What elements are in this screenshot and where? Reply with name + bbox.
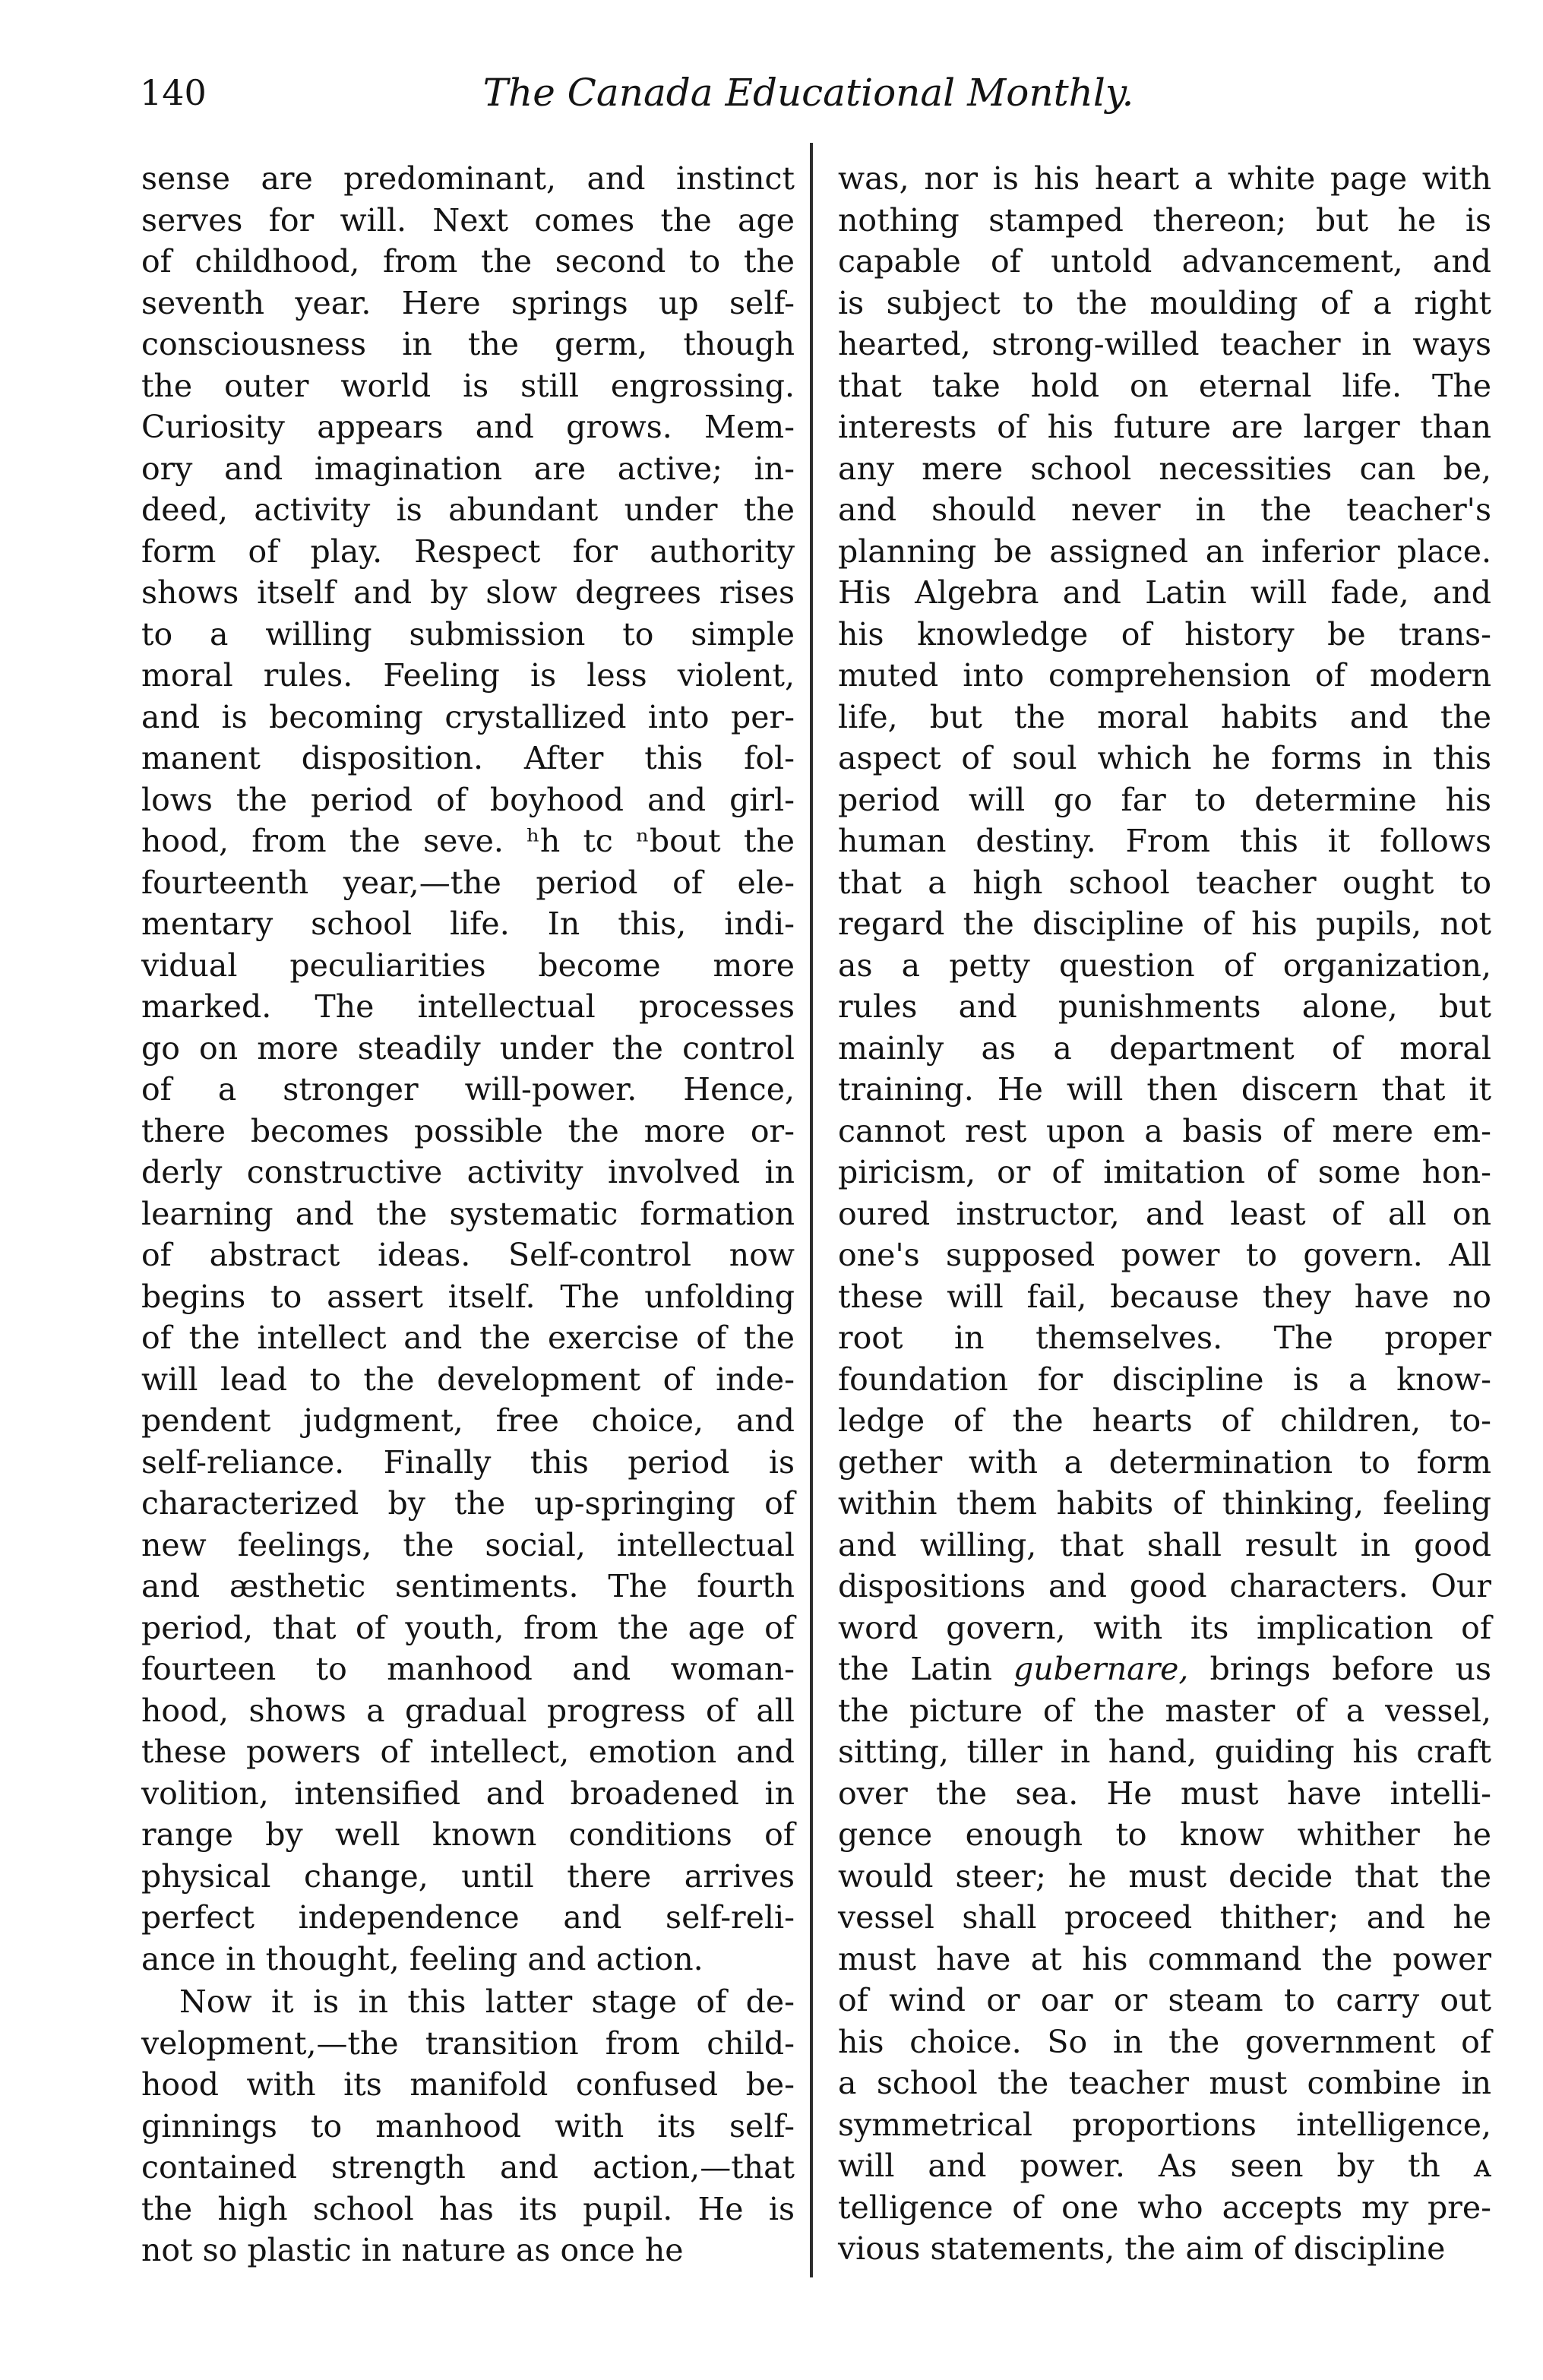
text-line: his choice. So in the government of <box>838 2023 1491 2060</box>
text-line: the picture of the master of a vessel, <box>838 1692 1491 1729</box>
text-line: root in themselves. The proper <box>838 1320 1491 1356</box>
text-line: must have at his command the power <box>838 1940 1491 1977</box>
text-line: these powers of intellect, emotion and <box>141 1734 795 1770</box>
text-line: moral rules. Feeling is less violent, <box>141 657 795 694</box>
text-line: is subject to the moulding of a right <box>838 284 1491 321</box>
page-number: 140 <box>140 72 207 113</box>
text-line: capable of untold advancement, and <box>838 243 1491 280</box>
text-line: hood, shows a gradual progress of all <box>141 1692 795 1729</box>
text-line: a school the teacher must combine in <box>838 2065 1491 2101</box>
text-line: will and power. As seen by th ᴀ <box>838 2148 1491 2184</box>
text-line: hood with its manifold confused be- <box>141 2066 795 2103</box>
text-line: dispositions and good characters. Our <box>838 1568 1491 1604</box>
text-line: the high school has its pupil. He is <box>141 2190 795 2227</box>
text-line: mainly as a department of moral <box>838 1029 1491 1067</box>
text-line: sitting, tiller in hand, guiding his craft <box>838 1734 1491 1770</box>
text-line: telligence of one who accepts my pre- <box>838 2189 1491 2226</box>
text-line: period will go far to determine his <box>838 781 1491 818</box>
text-line: that take hold on eternal life. The <box>838 367 1491 404</box>
text-line: nothing stamped thereon; but he is <box>838 201 1491 239</box>
text-line: marked. The intellectual processes <box>141 988 795 1025</box>
page-header <box>140 62 1477 123</box>
running-title: The Canada Educational Monthly. <box>482 71 1134 115</box>
text-line: one's supposed power to govern. All <box>838 1237 1491 1273</box>
text-line: vious statements, the aim of discipline <box>838 2230 1446 2267</box>
text-line: piricism, or of imitation of some hon- <box>838 1154 1491 1190</box>
text-line: muted into comprehension of modern <box>838 657 1491 694</box>
text-line: new feelings, the social, intellectual <box>141 1526 795 1563</box>
text-line: the Latin gubernare, brings before us <box>838 1651 1491 1687</box>
text-line: period, that of youth, from the age of <box>141 1609 795 1646</box>
text-line: not so plastic in nature as once he <box>141 2232 684 2268</box>
text-line: Curiosity appears and grows. Mem- <box>141 409 795 445</box>
text-line: to a willing submission to simple <box>141 615 795 653</box>
italic-term: gubernare, <box>1013 1651 1189 1687</box>
text-line: of the intellect and the exercise of the <box>141 1320 795 1356</box>
text-line: Now it is in this latter stage of de- <box>179 1983 795 2020</box>
text-line: foundation for discipline is a know- <box>838 1361 1491 1398</box>
text-line: sense are predominant, and instinct <box>141 160 795 197</box>
text-line: pendent judgment, free choice, and <box>141 1402 795 1439</box>
text-line: within them habits of thinking, feeling <box>838 1485 1491 1522</box>
text-line: interests of his future are larger than <box>838 409 1491 445</box>
text-line: oured instructor, and least of all on <box>838 1195 1491 1232</box>
text-line: ance in thought, feeling and action. <box>141 1940 704 1977</box>
text-line: planning be assigned an inferior place. <box>838 533 1491 570</box>
text-line: the outer world is still engrossing. <box>141 367 795 404</box>
text-line: ory and imagination are active; in- <box>141 450 795 487</box>
text-line: life, but the moral habits and the <box>838 698 1491 735</box>
text-line: regard the discipline of his pupils, not <box>838 906 1491 942</box>
text-line: as a petty question of organization, <box>838 947 1491 984</box>
text-line: begins to assert itself. The unfolding <box>141 1278 795 1315</box>
right-text-column <box>838 158 1491 2270</box>
text-line: vidual peculiarities become more <box>141 947 795 984</box>
text-line: training. He will then discern that it <box>838 1071 1491 1108</box>
text-line: of abstract ideas. Self-control now <box>141 1237 795 1273</box>
text-line: would steer; he must decide that the <box>838 1857 1491 1895</box>
text-line: self-reliance. Finally this period is <box>141 1443 795 1481</box>
text-line: and is becoming crystallized into per- <box>141 698 795 735</box>
text-line: shows itself and by slow degrees rises <box>141 574 795 611</box>
text-line: was, nor is his heart a white page with <box>838 160 1491 197</box>
text-line: mentary school life. In this, indi- <box>141 906 795 942</box>
text-line: form of play. Respect for authority <box>141 533 795 570</box>
text-line: consciousness in the germ, though <box>141 326 795 362</box>
text-line: of a stronger will-power. Hence, <box>141 1071 795 1108</box>
text-line: fourteen to manhood and woman- <box>141 1651 795 1687</box>
text-line: ginnings to manhood with its self- <box>141 2107 795 2145</box>
text-line: perfect independence and self-reli- <box>141 1899 795 1936</box>
text-line: learning and the systematic formation <box>141 1195 795 1232</box>
text-line: any mere school necessities can be, <box>838 450 1491 487</box>
text-line: vessel shall proceed thither; and he <box>838 1899 1491 1936</box>
text-line: characterized by the up-springing of <box>141 1485 795 1522</box>
text-line: deed, activity is abundant under the <box>141 491 795 528</box>
text-line: range by well known conditions of <box>141 1816 795 1853</box>
text-line: will lead to the development of inde- <box>141 1361 795 1398</box>
text-line: seventh year. Here springs up self- <box>141 284 795 321</box>
text-line: hearted, strong-willed teacher in ways <box>838 326 1491 362</box>
text-line: His Algebra and Latin will fade, and <box>838 574 1491 611</box>
text-line: fourteenth year,—the period of ele- <box>141 864 795 901</box>
text-line: human destiny. From this it follows <box>838 823 1491 859</box>
left-text-column <box>141 158 795 2271</box>
text-line: of wind or oar or steam to carry out <box>838 1982 1491 2018</box>
text-line: serves for will. Next comes the age <box>141 201 795 239</box>
text-line: volition, intensified and broadened in <box>141 1775 795 1812</box>
text-line: that a high school teacher ought to <box>838 864 1491 901</box>
text-line: manent disposition. After this fol- <box>141 740 795 776</box>
text-line: physical change, until there arrives <box>141 1857 795 1895</box>
text-line: aspect of soul which he forms in this <box>838 740 1491 776</box>
text-line: contained strength and action,—that <box>141 2149 795 2186</box>
text-line: ledge of the hearts of children, to- <box>838 1402 1491 1439</box>
text-line: velopment,—the transition from child- <box>141 2024 795 2062</box>
text-line: gether with a determination to form <box>838 1443 1491 1481</box>
text-line: word govern, with its implication of <box>838 1609 1491 1646</box>
text-line: hood, from the seve. ʰh tc ⁿbout the <box>141 823 795 859</box>
text-line: and æsthetic sentiments. The fourth <box>141 1568 795 1604</box>
text-line: over the sea. He must have intelli- <box>838 1775 1491 1812</box>
text-line: symmetrical proportions intelligence, <box>838 2106 1491 2143</box>
column-divider <box>810 143 813 2277</box>
text-line: derly constructive activity involved in <box>141 1154 795 1190</box>
text-line: lows the period of boyhood and girl- <box>141 781 795 818</box>
text-line: cannot rest upon a basis of mere em- <box>838 1112 1491 1149</box>
text-line: there becomes possible the more or- <box>141 1112 795 1149</box>
text-line: and willing, that shall result in good <box>838 1526 1491 1563</box>
text-line: gence enough to know whither he <box>838 1816 1491 1853</box>
text-line: of childhood, from the second to the <box>141 243 795 280</box>
text-line: go on more steadily under the control <box>141 1029 795 1067</box>
text-line: these will fail, because they have no <box>838 1278 1491 1315</box>
text-line: and should never in the teacher's <box>838 491 1491 528</box>
text-line: rules and punishments alone, but <box>838 988 1491 1025</box>
text-line: his knowledge of history be trans- <box>838 615 1491 653</box>
